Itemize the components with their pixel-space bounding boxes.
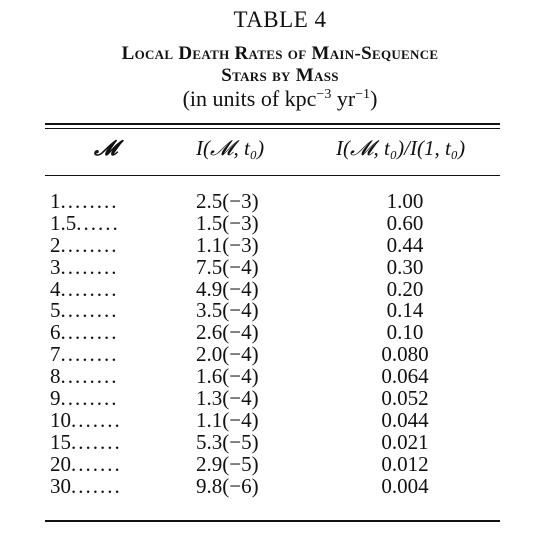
cell-death-rate: 1.5(−3): [196, 210, 259, 235]
mass-value: 10: [50, 408, 71, 431]
cell-death-rate: 1.3(−4): [196, 386, 259, 411]
cell-mass: [50, 365, 160, 387]
mass-value: 3: [50, 255, 61, 278]
units-prefix: (in units of kpc: [182, 86, 317, 111]
cell-ratio: 0.080: [381, 342, 429, 367]
table-title-line-2: Stars by Mass: [221, 65, 339, 86]
leader-dots: ........: [60, 255, 119, 278]
cell-ratio: 0.004: [381, 473, 429, 498]
cell-mass: [50, 256, 160, 278]
cell-death-rate: 5.3(−5): [196, 429, 259, 454]
leader-dots: ........: [60, 190, 119, 212]
mass-value: 30: [50, 474, 71, 497]
leader-dots: ......: [76, 211, 120, 234]
cell-mass: [50, 212, 160, 234]
units-exponent-2: −1: [355, 87, 371, 102]
cell-mass: [50, 299, 160, 321]
cell-mass: [50, 409, 160, 431]
cell-mass: [50, 190, 160, 212]
leader-dots: ........: [60, 321, 119, 344]
bottom-rule: [45, 520, 500, 522]
mass-value: 6: [50, 321, 61, 344]
cell-mass: [50, 453, 160, 475]
table-row: [0, 431, 560, 453]
table-row: [0, 365, 560, 387]
cell-ratio: 0.064: [381, 364, 429, 389]
cell-ratio: 0.10: [386, 320, 424, 345]
leader-dots: ........: [60, 277, 119, 300]
column-header-mass: 𝓜: [94, 136, 118, 160]
mass-value: 5: [50, 299, 61, 322]
column-header-ratio: I(𝓜, t₀)/I(1, t₀): [336, 136, 466, 160]
cell-ratio: 0.20: [386, 276, 424, 301]
mass-value: 1: [50, 190, 61, 212]
cell-mass: [50, 387, 160, 409]
leader-dots: ........: [60, 233, 119, 256]
leader-dots: ........: [60, 299, 119, 322]
cell-ratio: 0.044: [381, 407, 429, 432]
mass-value: 2: [50, 233, 61, 256]
leader-dots: ........: [60, 365, 119, 388]
cell-mass: [50, 278, 160, 300]
table-row: [0, 299, 560, 321]
cell-mass: [50, 475, 160, 497]
table-units: [0, 88, 560, 110]
table-row: [0, 278, 560, 300]
cell-ratio: 0.021: [381, 429, 429, 454]
header-rule: [45, 175, 500, 176]
table-row: [0, 475, 560, 497]
cell-death-rate: 2.5(−3): [196, 189, 259, 213]
table-row: [0, 409, 560, 431]
cell-death-rate: 3.5(−4): [196, 298, 259, 323]
cell-death-rate: 1.6(−4): [196, 364, 259, 389]
table-body: [0, 190, 560, 496]
table-row: [0, 343, 560, 365]
cell-ratio: 0.30: [386, 254, 424, 279]
units-exponent-1: −3: [316, 87, 332, 102]
mass-value: 9: [50, 387, 61, 410]
mass-value: 7: [50, 343, 61, 366]
cell-mass: [50, 321, 160, 343]
cell-ratio: 0.60: [386, 210, 424, 235]
leader-dots: .......: [71, 430, 122, 453]
leader-dots: .......: [71, 452, 122, 475]
mass-value: 20: [50, 452, 71, 475]
table-row: [0, 256, 560, 278]
top-rule-thin: [45, 128, 500, 129]
mass-value: 8: [50, 365, 61, 388]
cell-ratio: 0.14: [386, 298, 424, 323]
table-row: [0, 190, 560, 212]
mass-value: 4: [50, 277, 61, 300]
leader-dots: ........: [60, 343, 119, 366]
cell-mass: [50, 431, 160, 453]
cell-death-rate: 7.5(−4): [196, 254, 259, 279]
cell-ratio: 1.00: [386, 189, 424, 213]
mass-value: 1.5: [50, 211, 77, 234]
table-row: [0, 212, 560, 234]
table-title-line-1: Local Death Rates of Main-Sequence: [121, 43, 439, 64]
cell-death-rate: 1.1(−4): [196, 407, 259, 432]
leader-dots: .......: [71, 474, 122, 497]
mass-value: 15: [50, 430, 71, 453]
units-suffix: ): [370, 86, 378, 111]
table-row: [0, 453, 560, 475]
cell-death-rate: 2.0(−4): [196, 342, 259, 367]
column-header-death-rate: I(𝓜, t₀): [196, 136, 265, 160]
cell-ratio: 0.012: [381, 451, 429, 476]
cell-mass: [50, 343, 160, 365]
table-row: [0, 387, 560, 409]
table-row: [0, 234, 560, 256]
cell-ratio: 0.44: [386, 232, 424, 257]
cell-death-rate: 9.8(−6): [196, 473, 259, 498]
cell-death-rate: 1.1(−3): [196, 232, 259, 257]
cell-death-rate: 2.6(−4): [196, 320, 259, 345]
leader-dots: .......: [71, 408, 122, 431]
table-row: [0, 321, 560, 343]
cell-mass: [50, 234, 160, 256]
top-rule-thick: [45, 123, 500, 125]
cell-death-rate: 4.9(−4): [196, 276, 259, 301]
cell-death-rate: 2.9(−5): [196, 451, 259, 476]
table-number: TABLE 4: [233, 7, 327, 32]
cell-ratio: 0.052: [381, 386, 429, 411]
units-mid: yr: [331, 86, 356, 111]
leader-dots: ........: [60, 387, 119, 410]
